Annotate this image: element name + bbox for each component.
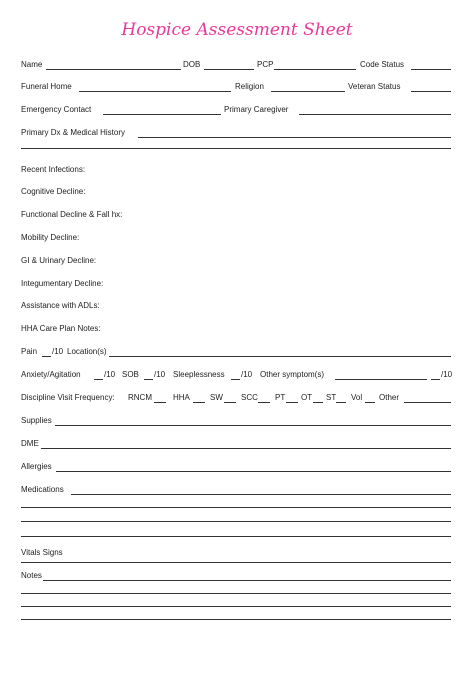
row-medications [21, 484, 451, 496]
discipline-vol: Vol [351, 393, 363, 402]
discipline-ot: OT [301, 393, 313, 402]
mobility-decline-label: Mobility Decline: [21, 233, 80, 242]
cognitive-decline-label: Cognitive Decline: [21, 187, 86, 196]
notes-line-2[interactable] [21, 593, 451, 594]
medications-line-4[interactable] [21, 536, 451, 537]
other-discipline-field[interactable] [404, 402, 451, 403]
pain-score-field[interactable] [42, 356, 51, 357]
row-primary-dx [21, 127, 451, 139]
anxiety-label: Anxiety/Agitation [21, 370, 81, 379]
religion-field[interactable] [271, 91, 345, 92]
religion-label: Religion [235, 82, 264, 91]
sleeplessness-scale: /10 [241, 370, 253, 379]
st-field[interactable] [336, 402, 346, 403]
sob-scale: /10 [154, 370, 166, 379]
row-identity [21, 59, 451, 71]
sob-score-field[interactable] [144, 379, 153, 380]
vol-field[interactable] [365, 402, 375, 403]
discipline-rncm: RNCM [128, 393, 152, 402]
sleeplessness-label: Sleeplessness [173, 370, 225, 379]
discipline-label: Discipline Visit Frequency: [21, 393, 115, 402]
sw-field[interactable] [224, 402, 236, 403]
dme-label: DME [21, 439, 39, 448]
row-discipline [21, 392, 451, 404]
row-pain [21, 346, 451, 358]
primary-caregiver-field[interactable] [299, 114, 451, 115]
discipline-scc: SCC [241, 393, 258, 402]
supplies-field[interactable] [55, 425, 451, 426]
location-label: Location(s) [67, 347, 107, 356]
row-dme [21, 438, 451, 450]
veteran-status-field[interactable] [411, 91, 451, 92]
anxiety-scale: /10 [104, 370, 116, 379]
row-symptoms [21, 369, 451, 381]
medications-field[interactable] [71, 494, 451, 495]
other-symptoms-label: Other symptom(s) [260, 370, 325, 379]
funeral-home-field[interactable] [79, 91, 231, 92]
assistance-adls-label: Assistance with ADLs: [21, 301, 100, 310]
notes-label: Notes [21, 571, 42, 580]
pt-field[interactable] [286, 402, 298, 403]
medications-line-2[interactable] [21, 507, 451, 508]
pain-location-field[interactable] [109, 356, 451, 357]
pain-label: Pain [21, 347, 38, 356]
emergency-contact-field[interactable] [103, 114, 221, 115]
other-scale: /10 [441, 370, 453, 379]
row-notes [21, 570, 451, 582]
integumentary-label: Integumentary Decline: [21, 279, 104, 288]
sleeplessness-score-field[interactable] [231, 379, 240, 380]
notes-line-4[interactable] [21, 619, 451, 620]
name-label: Name [21, 60, 43, 69]
pcp-field[interactable] [274, 69, 356, 70]
notes-line-3[interactable] [21, 606, 451, 607]
other-score-field[interactable] [431, 379, 440, 380]
functional-decline-label: Functional Decline & Fall hx: [21, 210, 123, 219]
row-vitals [21, 547, 451, 559]
page-title: Hospice Assessment Sheet [121, 20, 353, 40]
medications-line-3[interactable] [21, 521, 451, 522]
allergies-label: Allergies [21, 462, 52, 471]
row-supplies [21, 415, 451, 427]
rncm-field[interactable] [154, 402, 166, 403]
anxiety-score-field[interactable] [94, 379, 103, 380]
allergies-field[interactable] [56, 471, 451, 472]
scc-field[interactable] [258, 402, 270, 403]
row-contacts [21, 104, 451, 116]
pcp-label: PCP [257, 60, 274, 69]
ot-field[interactable] [313, 402, 323, 403]
row-allergies [21, 461, 451, 473]
discipline-other: Other [379, 393, 400, 402]
dme-field[interactable] [41, 448, 451, 449]
discipline-sw: SW [210, 393, 223, 402]
medications-label: Medications [21, 485, 64, 494]
funeral-home-label: Funeral Home [21, 82, 72, 91]
vitals-line[interactable] [21, 562, 451, 563]
primary-caregiver-label: Primary Caregiver [224, 105, 289, 114]
emergency-contact-label: Emergency Contact [21, 105, 92, 114]
primary-dx-line-2[interactable] [21, 148, 451, 149]
pain-scale: /10 [52, 347, 64, 356]
code-status-label: Code Status [360, 60, 405, 69]
vitals-label: Vitals Signs [21, 548, 63, 557]
primary-dx-field[interactable] [138, 137, 451, 138]
discipline-hha: HHA [173, 393, 190, 402]
gi-urinary-label: GI & Urinary Decline: [21, 256, 97, 265]
primary-dx-label: Primary Dx & Medical History [21, 128, 126, 137]
hha-field[interactable] [193, 402, 205, 403]
name-field[interactable] [46, 69, 181, 70]
discipline-pt: PT [275, 393, 286, 402]
sob-label: SOB [122, 370, 139, 379]
dob-label: DOB [183, 60, 201, 69]
hha-care-plan-label: HHA Care Plan Notes: [21, 324, 101, 333]
row-funeral [21, 81, 451, 93]
other-symptoms-field[interactable] [335, 379, 427, 380]
recent-infections-label: Recent Infections: [21, 165, 86, 174]
code-status-field[interactable] [411, 69, 451, 70]
veteran-status-label: Veteran Status [348, 82, 401, 91]
dob-field[interactable] [204, 69, 254, 70]
notes-field[interactable] [43, 580, 451, 581]
supplies-label: Supplies [21, 416, 52, 425]
discipline-st: ST [326, 393, 337, 402]
